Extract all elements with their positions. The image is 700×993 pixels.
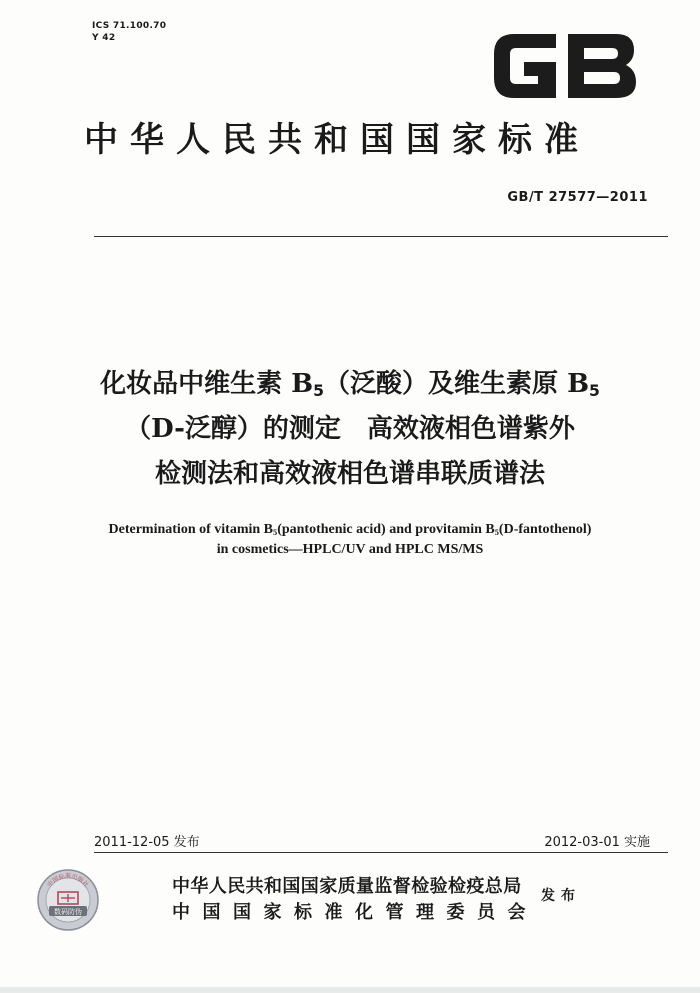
issuer-sac: 中国国家标准化管理委员会 [172,902,538,923]
implementation-date: 2012-03-01 实施 [544,835,650,850]
english-title-line-1 [80,520,620,540]
standard-title: 中华人民共和国国家标准 [84,120,590,160]
chinese-title-line-3: 检测法和高效液相色谱串联质谱法 [154,459,545,489]
publish-label: 发布 [541,888,581,904]
seal-label: 数码防伪 [54,907,82,916]
title-latin: B [567,369,590,399]
gb-logo [490,30,638,102]
title-latin: D- [151,414,185,444]
subscript: 5 [313,381,324,400]
title-text: 泛醇）的测定 高效液相色谱紫外 [184,414,575,444]
issuing-authority [172,874,538,926]
footer-divider [94,852,668,853]
header-divider [94,236,668,237]
seal-arc-text: 中国标准出版社 [46,873,90,889]
title-text: 化妆品中维生素 [100,369,292,399]
title-text: Determination of vitamin B [108,522,273,537]
title-latin: B [291,369,314,399]
ics-code: ICS 71.100.70 [92,21,167,31]
issuer-aqsiq: 中华人民共和国国家质量监督检验检疫总局 [172,876,522,897]
chinese-title-line-2 [60,407,640,452]
classification-codes [92,20,166,44]
standard-number: GB/T 27577—2011 [507,190,648,205]
subscript: 5 [273,528,278,538]
ccs-code: Y 42 [92,33,116,43]
title-text: （泛酸）及维生素原 [324,369,568,399]
title-text: （ [125,414,152,444]
title-text: (D-fantothenol) [498,522,592,537]
chinese-title-line-1 [60,362,640,407]
scan-edge [0,987,700,993]
issue-date: 2011-12-05 发布 [94,835,200,850]
english-title-line-2: in cosmetics—HPLC/UV and HPLC MS/MS [216,542,484,557]
chinese-title [60,362,640,497]
subscript: 5 [589,381,600,400]
title-text: (pantothenic acid) and provitamin B [277,522,495,537]
anti-counterfeit-seal-icon [36,868,100,932]
english-title [80,520,620,560]
subscript: 5 [494,528,499,538]
